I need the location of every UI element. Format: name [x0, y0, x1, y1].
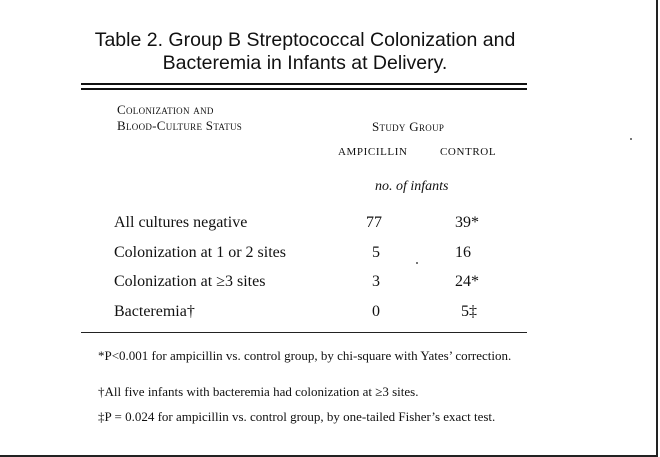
- cell-ampicillin-colonization-1-2: 5: [372, 244, 380, 261]
- row-label-all-negative: All cultures negative: [114, 214, 248, 231]
- scan-speck: [630, 138, 632, 140]
- cell-ampicillin-all-negative: 77: [366, 214, 382, 231]
- top-double-rule-lower: [81, 88, 527, 90]
- study-group-header: Study Group: [372, 119, 445, 134]
- footnote-double-dagger: ‡P = 0.024 for ampicillin vs. control group, by one-tailed Fisher’s exact test.: [98, 409, 496, 424]
- title-line-2: Bacteremia in Infants at Delivery.: [162, 52, 448, 74]
- cell-ampicillin-bacteremia: 0: [372, 303, 380, 320]
- scan-speck: [416, 262, 418, 264]
- units-label: no. of infants: [375, 179, 449, 194]
- row-label-bacteremia: Bacteremia†: [114, 303, 195, 320]
- row-label-colonization-3-plus: Colonization at ≥3 sites: [114, 273, 266, 290]
- row-header-line-1: Colonization and: [117, 102, 214, 117]
- cell-control-colonization-1-2: 16: [455, 244, 471, 261]
- footnote-dagger: †All five infants with bacteremia had colonization at ≥3 sites.: [98, 384, 419, 399]
- row-header-line-2: Blood-Culture Status: [117, 118, 243, 133]
- cell-control-bacteremia: 5‡: [461, 303, 477, 320]
- cell-ampicillin-colonization-3-plus: 3: [372, 273, 380, 290]
- column-header-control: CONTROL: [440, 146, 497, 158]
- cell-control-all-negative: 39*: [455, 214, 479, 231]
- cell-control-colonization-3-plus: 24*: [455, 273, 479, 290]
- bottom-rule: [81, 332, 527, 333]
- column-header-ampicillin: AMPICILLIN: [338, 146, 408, 158]
- top-double-rule-upper: [81, 83, 527, 85]
- footnote-asterisk: *P<0.001 for ampicillin vs. control group, by chi-square with Yates’ correction.: [98, 348, 512, 363]
- row-label-colonization-1-2: Colonization at 1 or 2 sites: [114, 244, 286, 261]
- table-title: [0, 29, 610, 75]
- row-header: [117, 102, 242, 134]
- title-line-1: Table 2. Group B Streptococcal Colonization and: [94, 29, 516, 51]
